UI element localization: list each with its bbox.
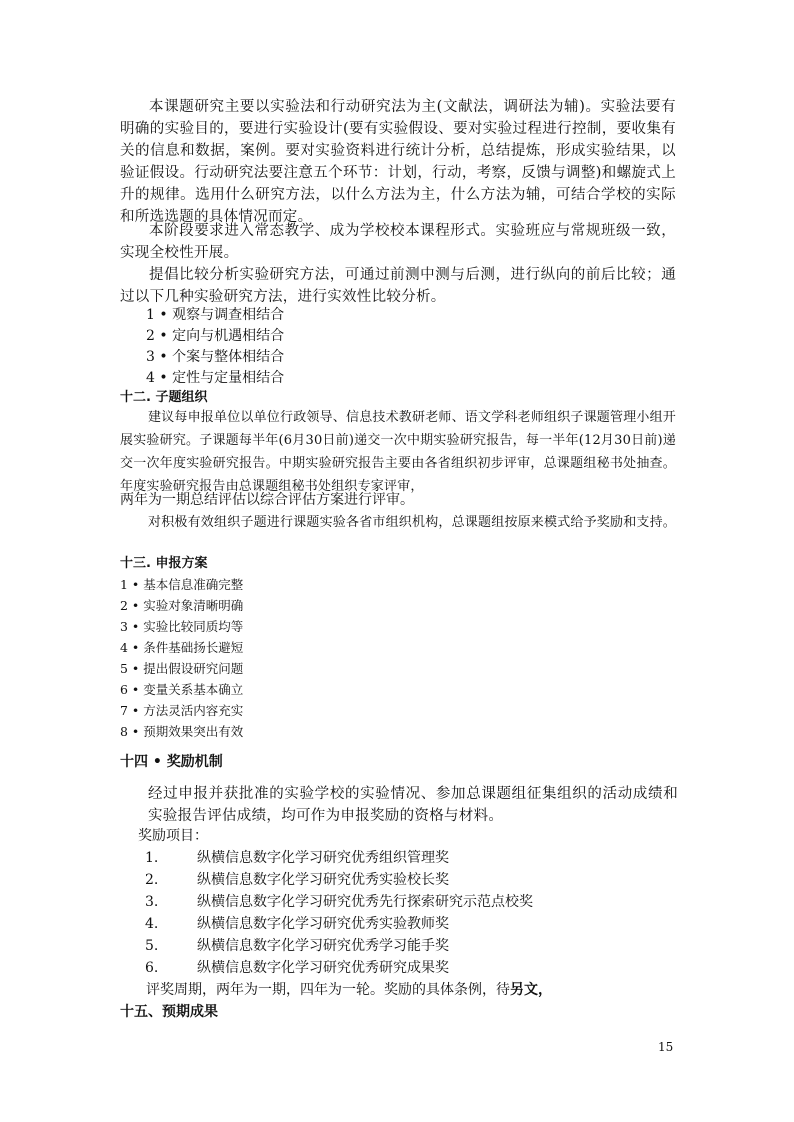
intro-paragraph-1: 本课题研究主要以实验法和行动研究法为主(文献法，调研法为辅)。实验法要有明确的实验目的，要进行实验设计(要有实验假设、要对实验过程进行控制，要收集有关的信息和数据，案例。要对实验资料进行统计分析，总结提炼，形成实验结果，以验证假设。行动研究法要注意五个环节：计划，行动，考察，反馈与调整)和螺旋式上升的规律。选用什么研究方法，以什么方法为主，什么方法为辅，可结合学校的实际和所选选题的具体情况而定。 <box>120 99 676 225</box>
section-12-heading: 十二. 子题组织 <box>120 390 208 405</box>
section-12-paragraph-2: 对积极有效组织子题进行课题实验各省市组织机构，总课题组按原来模式给予奖励和支持。 <box>148 515 677 530</box>
award-number: 5. <box>145 938 159 954</box>
awards-label: 奖励项目： <box>138 828 208 844</box>
award-text: 纵横信息数字化学习研究优秀学习能手奖 <box>197 938 449 954</box>
application-item: 2 • 实验对象清晰明确 <box>120 598 244 613</box>
intro-paragraph-2: 本阶段要求进入常态教学、成为学校校本课程形式。实验班应与常规班级一致，实现全校性开展。 <box>120 223 676 261</box>
award-item <box>145 914 449 934</box>
award-item <box>145 870 449 890</box>
section-13-heading: 十三. 申报方案 <box>120 556 208 571</box>
award-number: 1. <box>145 850 159 866</box>
section-15-heading: 十五、预期成果 <box>120 1004 218 1020</box>
intro-block <box>120 96 676 228</box>
award-text: 纵横信息数字化学习研究优秀实验教师奖 <box>197 916 449 932</box>
method-item: 4 • 定性与定量相结合 <box>146 370 285 386</box>
section-12-body <box>120 406 676 498</box>
award-item <box>145 936 449 956</box>
award-text: 纵横信息数字化学习研究优秀实验校长奖 <box>197 872 449 888</box>
section-12-body-2 <box>120 511 676 534</box>
method-item: 3 • 个案与整体相结合 <box>146 349 285 365</box>
method-item: 1 • 观察与调查相结合 <box>146 307 285 323</box>
section-14-body <box>148 783 678 827</box>
application-item: 5 • 提出假设研究问题 <box>120 661 244 676</box>
award-number: 2. <box>145 872 159 888</box>
award-text: 纵横信息数字化学习研究优秀组织管理奖 <box>197 850 449 866</box>
section-14-paragraph: 经过申报并获批准的实验学校的实验情况、参加总课题组征集组织的活动成绩和实验报告评估成绩，均可作为申报奖励的资格与材料。 <box>148 786 678 824</box>
application-item: 7 • 方法灵活内容充实 <box>120 703 244 718</box>
award-number: 4. <box>145 916 159 932</box>
application-item: 1 • 基本信息准确完整 <box>120 577 244 592</box>
application-item: 3 • 实验比较同质均等 <box>120 619 244 634</box>
award-item <box>145 892 533 912</box>
intro-block-3 <box>120 264 676 308</box>
award-item <box>145 958 449 978</box>
application-item: 4 • 条件基础扬长避短 <box>120 640 244 655</box>
section-12-paragraph-1: 建议每申报单位以单位行政领导、信息技术教研老师、语文学科老师组织子课题管理小组开展实验研究。子课题每半年(6月30日前)递交一次中期实验研究报告，每一半年(12月30日前)递交一次年度实验研究报告。中期实验研究报告主要由各省组织初步评审，总课题组秘书处抽查。年度实验研究报告由总课题组秘书处组织专家评审， <box>120 410 677 494</box>
method-item: 2 • 定向与机遇相结合 <box>146 328 285 344</box>
award-cycle <box>146 980 552 1000</box>
award-text: 纵横信息数字化学习研究优秀先行探索研究示范点校奖 <box>197 894 533 910</box>
intro-block-2 <box>120 220 676 264</box>
award-cycle-text: 评奖周期，两年为一期，四年为一轮。奖励的具体条例，待 <box>146 982 510 998</box>
intro-paragraph-3: 提倡比较分析实验研究方法，可通过前测中测与后测，进行纵向的前后比较；通过以下几种实验研究方法，进行实效性比较分析。 <box>120 267 676 305</box>
award-number: 3. <box>145 894 159 910</box>
award-item <box>145 848 449 868</box>
award-cycle-bold: 另文， <box>510 982 552 998</box>
award-text: 纵横信息数字化学习研究优秀研究成果奖 <box>197 960 449 976</box>
section-14-heading: 十四 • 奖励机制 <box>120 754 223 770</box>
section-12-paragraph-1-tail: 两年为一期总结评估以综合评估方案进行评审。 <box>120 492 414 508</box>
page-number: 15 <box>658 1040 674 1054</box>
application-item: 8 • 预期效果突出有效 <box>120 724 244 739</box>
application-item: 6 • 变量关系基本确立 <box>120 682 244 697</box>
award-number: 6. <box>145 960 159 976</box>
